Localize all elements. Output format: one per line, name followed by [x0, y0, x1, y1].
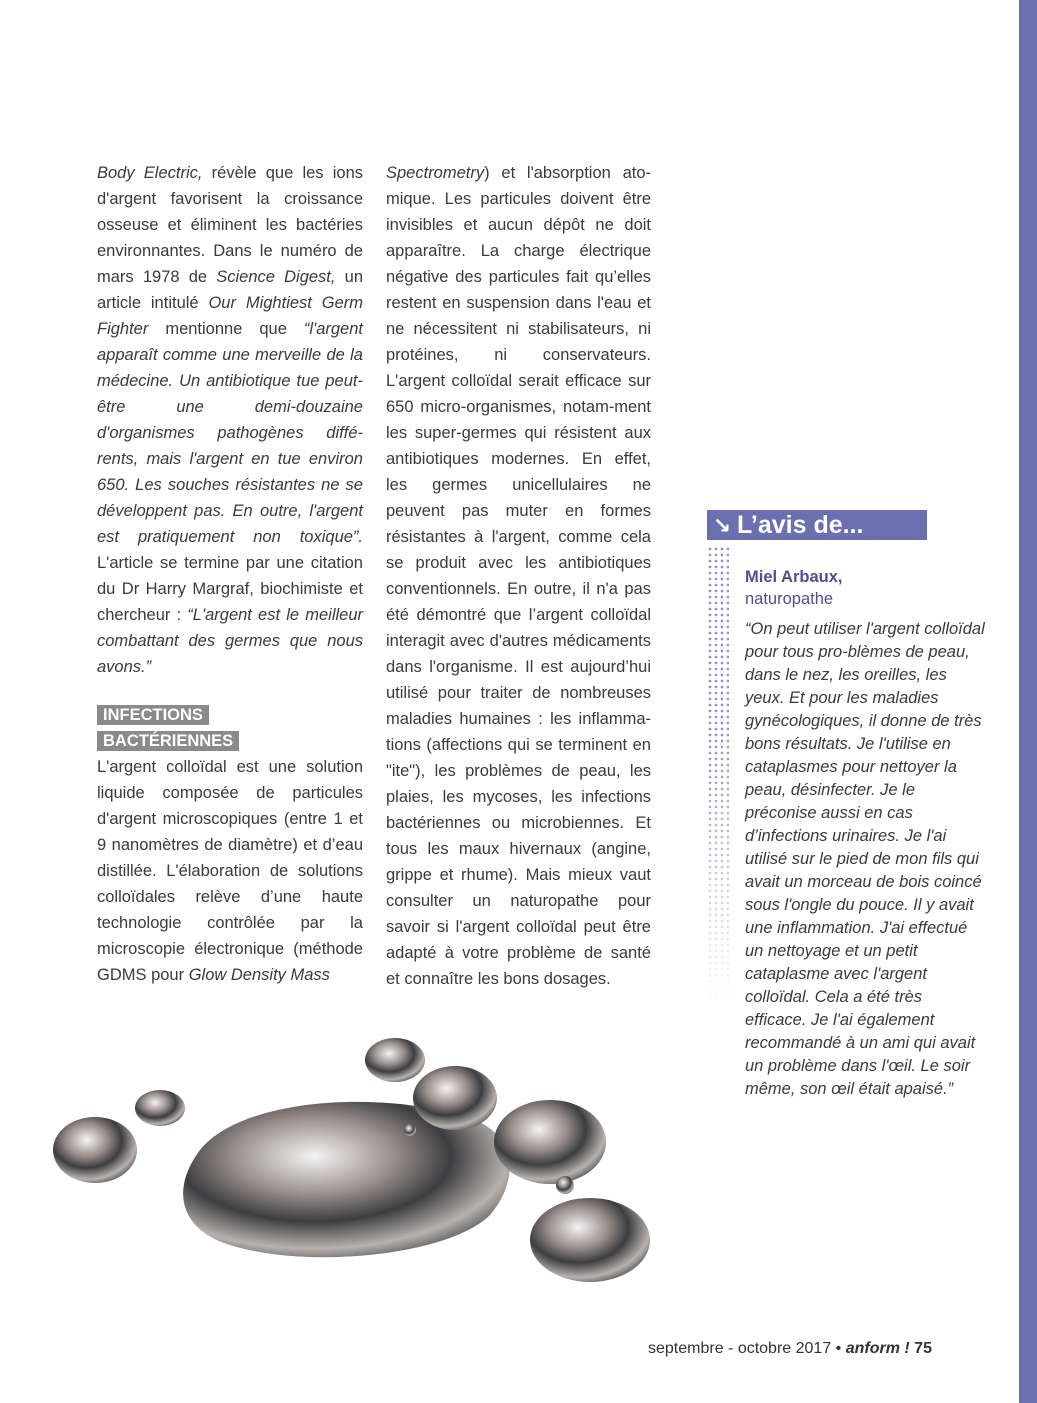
text-run: L'article se termine par une citation du Dr Harry Margraf, biochimiste et chercheur :: [97, 554, 363, 624]
article-paragraph: [97, 160, 363, 680]
magazine-name: anform !: [845, 1340, 910, 1357]
article-column-2: [386, 160, 651, 992]
text-run: Science Digest,: [216, 268, 336, 286]
text-run: L'argent colloïdal est une solution liquide composée de particules d'argent microscopiques (entre 1 et 9 nanomètres de diamètre) et d’eau distillée. L'élaboration de solutions colloïdales relève d’une haute technologie contrôlée par la microscopie électronique (méthode GDMS pour: [97, 758, 363, 984]
section-heading-line2: BACTÉRIENNES: [97, 731, 239, 751]
article-paragraph: [386, 160, 651, 992]
footer-separator: •: [831, 1340, 846, 1357]
expert-name: Miel Arbaux,: [745, 568, 843, 586]
page-number: 75: [914, 1340, 932, 1357]
footer-date: septembre - octobre 2017: [648, 1340, 832, 1357]
text-run: Our Mightiest Germ Fighter: [97, 294, 363, 338]
text-run: Spectrometry: [386, 164, 485, 182]
text-run: Glow Density Mass: [188, 966, 330, 984]
arrow-down-right-icon: ↘: [712, 513, 732, 538]
expert-role: naturopathe: [745, 590, 834, 608]
text-run: Body Electric,: [97, 164, 203, 182]
expert-quote: “On peut utiliser l'argent colloïdal pour tous pro-blèmes de peau, dans le nez, les oreilles, les yeux. Et pour les maladies gynécologiques, il donne de très bons résultats. Je l'utilise en cataplasmes pour nettoyer la peau, désinfecter. Je le préconise aussi en cas d’infections urinaires. Je l'ai utilisé sur le pied de mon fils qui avait un morceau de bois coincé sous l'ongle du pouce. Il y avait une inflammation. J'ai effectué un nettoyage et un petit cataplasme avec l'argent colloïdal. Cela a été très efficace. Je l'ai également recommandé à un ami qui avait un problème dans l'œil. Le soir même, son œil était apaisé.”: [745, 620, 985, 1098]
article-column-1: [97, 160, 363, 988]
sidebar-title-box: [707, 510, 927, 540]
article-paragraph: [97, 754, 363, 988]
text-run: “l'argent apparaît comme une merveille de la médecine. Un antibiotique tue peut-être une demi-douzaine d'organismes pathogènes diffé-rents, mais l'argent en tue environ 650. Les souches résistantes ne se développent pas. En outre, l'argent est pratiquement non toxique”.: [97, 320, 363, 546]
sidebar-title: L’avis de...: [737, 511, 864, 539]
text-run: révèle que les ions d'argent favorisent la croissance osseuse et éliminent les bactéries environnantes. Dans le numéro de mars 1978 de: [97, 164, 363, 286]
section-heading: [97, 702, 363, 754]
text-run: “L'argent est le meilleur combattant des germes que nous avons.”: [97, 606, 363, 676]
section-heading-line1: INFECTIONS: [97, 705, 209, 725]
page-footer: [648, 1340, 932, 1358]
mercury-droplets-image: [50, 1030, 670, 1310]
page-edge-bar: [1019, 0, 1037, 1403]
text-run: un article intitulé: [97, 268, 364, 312]
text-run: mentionne que: [148, 320, 304, 338]
text-run: ) et l'absorption ato-mique. Les particules doivent être invisibles et aucun dépôt ne doit apparaître. La charge électrique négative des particules fait qu’elles restent en suspension dans l'eau et ne nécessitent ni stabilisateurs, ni protéines, ni conservateurs. L'argent colloïdal serait efficace sur 650 micro-organismes, notam-ment les super-germes qui résistent aux antibiotiques modernes. En effet, les germes unicellulaires ne peuvent pas muter en formes résistantes à l'argent, comme cela se produit avec les antibiotiques conventionnels. En outre, il n'a pas été démontré que l’argent colloïdal interagit avec d'autres médicaments dans l'organisme. Il est aujourd’hui utilisé pour traiter de nombreuses maladies humaines : les inflamma-tions (affections qui se terminent en "ite"), les problèmes de peau, les plaies, les mycoses, les infections bactériennes ou microbiennes. Et tous les maux hivernaux (angine, grippe et rhume). Mais mieux vaut consulter un naturopathe pour savoir si l'argent colloïdal peut être adapté à votre problème de santé et connaître les bons dosages.: [386, 164, 651, 988]
dotted-decoration: [707, 546, 729, 1006]
